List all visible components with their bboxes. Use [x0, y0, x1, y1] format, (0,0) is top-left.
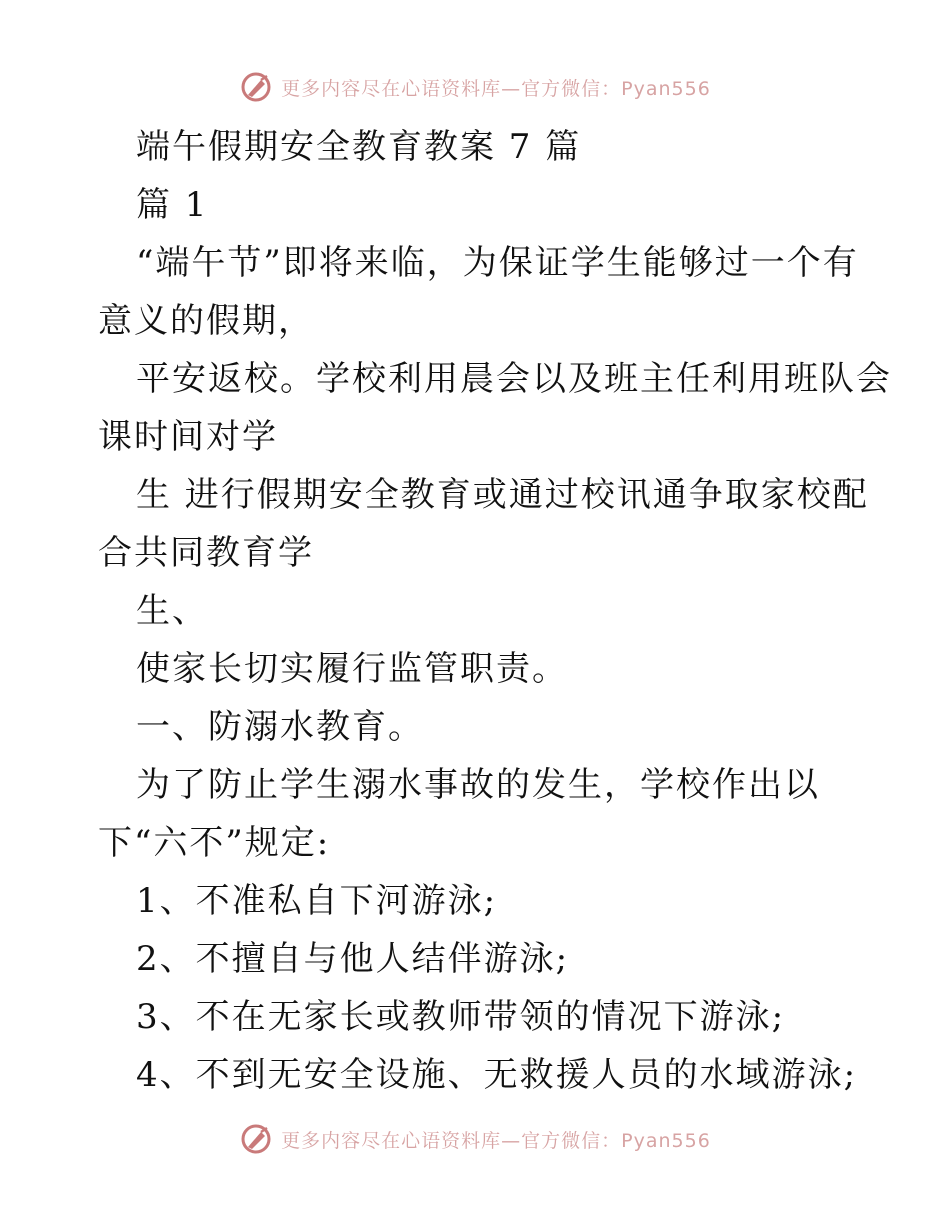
watermark-text: 更多内容尽在心语资料库—官方微信：Pyan556 [281, 77, 711, 100]
pen-nib-logo-icon [239, 70, 273, 104]
text-line: 课时间对学 [98, 417, 278, 457]
text-line: 为了防止学生溺水事故的发生，学校作出以 [136, 765, 820, 805]
text-line: 一、防溺水教育。 [136, 707, 424, 747]
document-body [98, 118, 892, 1104]
text-line: 平安返校。学校利用晨会以及班主任利用班队会 [136, 359, 892, 399]
footer-watermark [0, 1122, 950, 1156]
text-line: 生 进行假期安全教育或通过校讯通争取家校配 [136, 475, 869, 515]
text-line: 下“六不”规定: [98, 823, 331, 863]
text-line: 使家长切实履行监管职责。 [136, 649, 568, 689]
text-line: 1、不准私自下河游泳; [136, 881, 498, 921]
text-line: 生、 [136, 591, 208, 631]
text-line: “端午节”即将来临，为保证学生能够过一个有 [136, 243, 859, 283]
text-line: 篇 1 [136, 185, 209, 225]
watermark-text: 更多内容尽在心语资料库—官方微信：Pyan556 [281, 1129, 711, 1152]
text-line: 合共同教育学 [98, 533, 314, 573]
text-line: 4、不到无安全设施、无救援人员的水域游泳; [136, 1055, 858, 1095]
text-line: 端午假期安全教育教案 7 篇 [136, 127, 582, 167]
pen-nib-logo-icon [239, 1122, 273, 1156]
text-line: 意义的假期， [98, 301, 314, 341]
header-watermark [0, 70, 950, 104]
text-line: 2、不擅自与他人结伴游泳; [136, 939, 570, 979]
text-line: 3、不在无家长或教师带领的情况下游泳; [136, 997, 786, 1037]
